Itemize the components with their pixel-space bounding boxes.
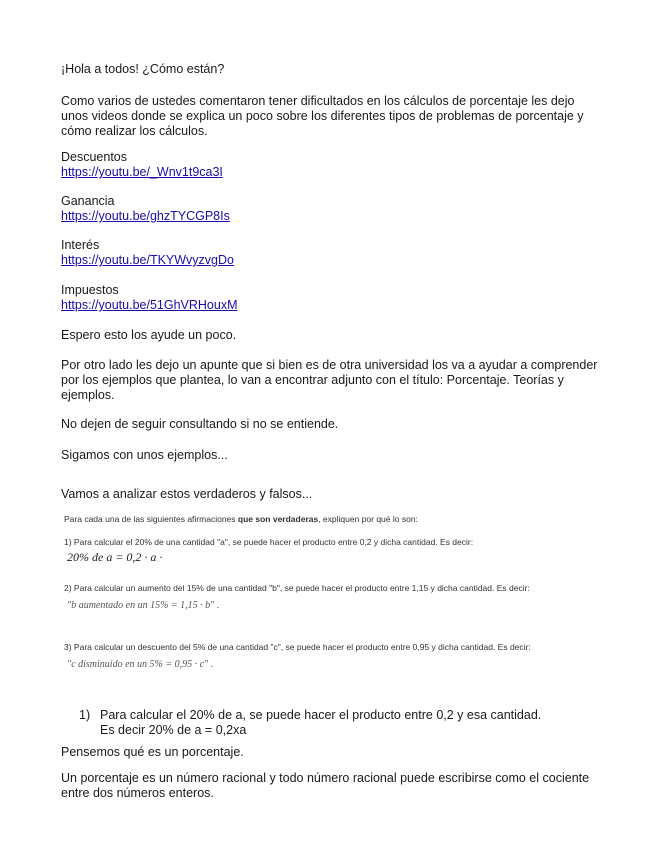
video-link[interactable]: https://youtu.be/TKYWvyzvgDo (61, 253, 234, 267)
video-title: Ganancia (61, 194, 115, 208)
analyze-heading: Vamos a analizar estos verdaderos y falsos... (61, 487, 313, 501)
point-number: 1) (79, 708, 91, 722)
exercise-item-1: 1) Para calcular el 20% de una cantidad "a", se puede hacer el producto entre 0,2 y dicha cantidad. Es decir: (64, 537, 474, 547)
examples-intro: Sigamos con unos ejemplos... (61, 448, 228, 462)
exercise-formula-2: "b aumentado en un 15% = 1,15 · b" . (67, 600, 220, 611)
notes-paragraph: Por otro lado les dejo un apunte que si bien es de otra universidad los va a ayudar a comprender por los ejemplos que plantea, lo van a encontrar adjunto con el título: Porcentaje. Teorías y ejemplos. (61, 358, 598, 402)
video-title: Interés (61, 238, 100, 252)
video-title: Impuestos (61, 283, 119, 297)
video-title: Descuentos (61, 150, 128, 164)
video-link[interactable]: https://youtu.be/51GhVRHouxM (61, 298, 238, 312)
point-text: Para calcular el 20% de a, se puede hacer el producto entre 0,2 y esa cantidad. Es decir 20% de a = 0,2xa (100, 708, 542, 737)
video-impuestos (61, 283, 237, 313)
exercise-instruction: Para cada una de las siguientes afirmaciones que son verdaderas, expliquen por qué lo son: (64, 514, 418, 524)
video-link[interactable]: https://youtu.be/ghzTYCGP8Is (61, 209, 230, 223)
think-text: Pensemos qué es un porcentaje. (61, 745, 244, 759)
video-link[interactable]: https://youtu.be/_Wnv1t9ca3I (61, 165, 223, 179)
hope-text: Espero esto los ayude un poco. (61, 328, 237, 342)
exercise-formula-1: 20% de a = 0,2 · a · (67, 550, 163, 564)
video-descuentos (61, 150, 223, 180)
video-interes (61, 238, 234, 268)
definition-paragraph: Un porcentaje es un número racional y todo número racional puede escribirse como el cociente entre dos números enteros. (61, 771, 590, 800)
exercise-item-2: 2) Para calcular un aumento del 15% de una cantidad "b", se puede hacer el producto entre 1,15 y dicha cantidad. Es decir: (64, 583, 530, 593)
exercise-item-3: 3) Para calcular un descuento del 5% de una cantidad "c", se puede hacer el producto entre 0,95 y dicha cantidad. Es decir: (64, 642, 531, 652)
keep-asking-text: No dejen de seguir consultando si no se entiende. (61, 417, 339, 431)
exercise-formula-3: "c disminuido en un 5% = 0,95 · c" . (67, 659, 214, 670)
intro-paragraph: Como varios de ustedes comentaron tener dificultados en los cálculos de porcentaje les dejo unos videos donde se explica un poco sobre los diferentes tipos de problemas de porcentaje y cómo realizar los cálculos. (61, 94, 584, 138)
greeting: ¡Hola a todos! ¿Cómo están? (61, 62, 225, 76)
video-ganancia (61, 194, 230, 224)
